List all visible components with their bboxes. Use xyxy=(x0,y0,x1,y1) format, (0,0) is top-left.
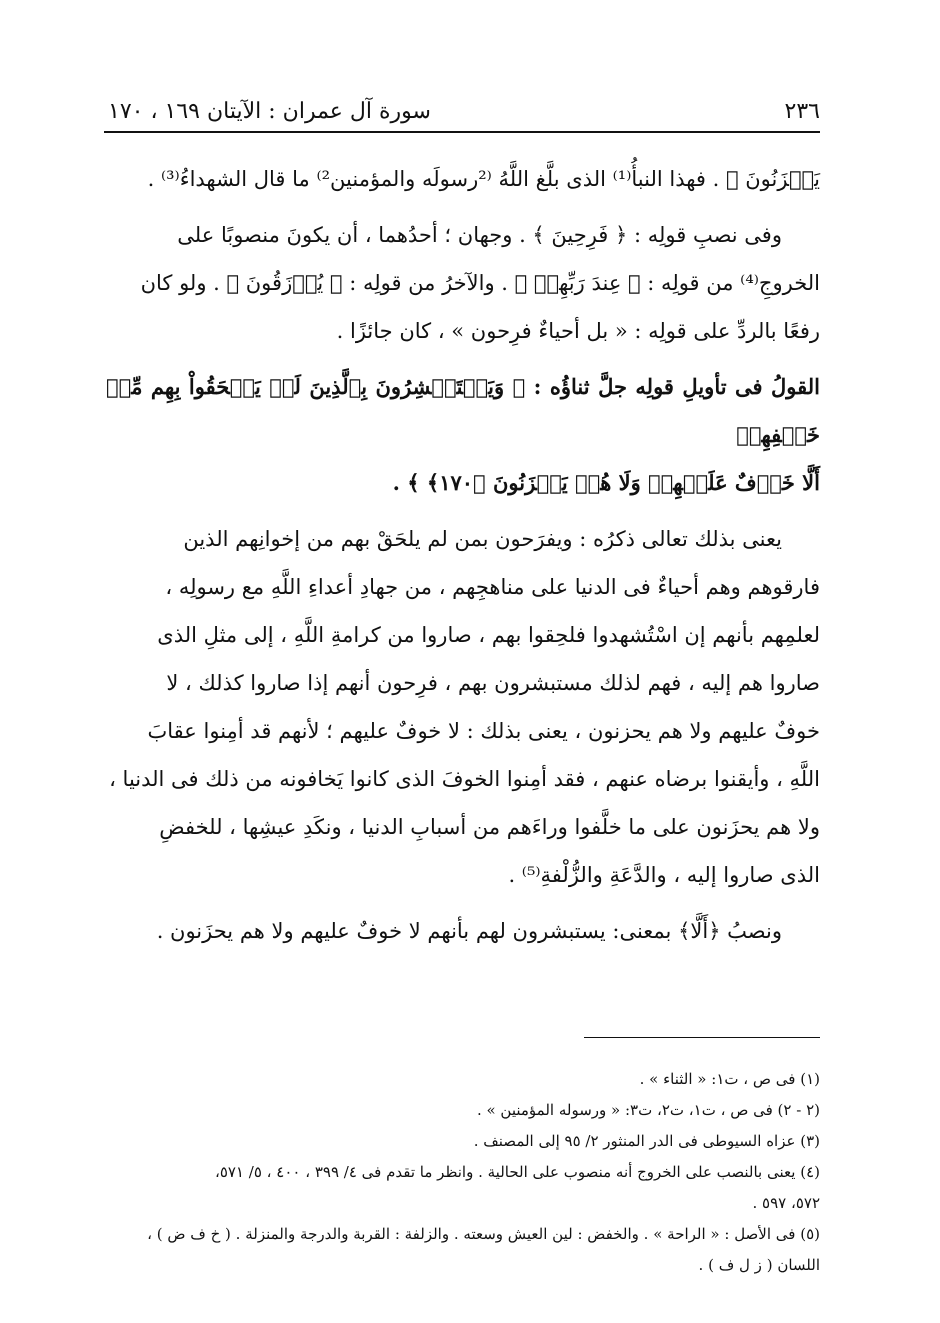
verse-line: أَلَّا خَوۡفٌ عَلَيۡهِمۡ وَلَا هُمۡ يَحۡزَنُونَ ﴿١٧٠﴾ ﴾ . xyxy=(392,470,820,495)
text-line: الذى صاروا إليه ، والدَّعَةِ والزُّلْفةِ⁽⁵⁾ . xyxy=(508,863,820,887)
text-line: يَحۡزَنُونَ ﴾ . فهذا النبأُ⁽¹⁾ الذى بلَّغ اللَّهُ ⁽²رسولَه والمؤمنين²⁾ ما قال الشهداءُ⁽³⁾ . xyxy=(147,167,820,191)
text-line: رفعًا بالردِّ على قولِه : « بل أحياءٌ فرِحون » ، كان جائزًا . xyxy=(336,319,820,343)
main-text xyxy=(106,155,820,955)
footnote: (٢ - ٢) فى ص ، ت١، ت٢، ت٣: « ورسوله المؤمنين » . xyxy=(476,1101,820,1119)
footnote: (١) فى ص ، ت١: « الثناء » . xyxy=(639,1070,820,1088)
text-line: خوفٌ عليهم ولا هم يحزنون ، يعنى بذلك : لا خوفٌ عليهم ؛ لأنهم قد أمِنوا عقابَ xyxy=(147,719,820,743)
text-line: ولا هم يحزَنون على ما خلَّفوا وراءَهم من أسبابِ الدنيا ، ونكَدِ عيشِها ، للخفضِ xyxy=(159,815,820,839)
text-line: ونصبُ ﴿أَلَّا﴾ بمعنى: يستبشرون لهم بأنهم لا خوفٌ عليهم ولا هم يحزَنون . xyxy=(156,919,782,943)
page-header xyxy=(108,82,820,124)
page-number: ٢٣٦ xyxy=(784,99,820,124)
text-line: صاروا هم إليه ، فهم لذلك مستبشرون بهم ، فرِحون أنهم إذا صاروا كذلك ، لا xyxy=(166,671,820,695)
text-line: يعنى بذلك تعالى ذكرُه : ويفرَحون بمن لم يلحَقْ بهم من إخوانِهم الذين xyxy=(183,527,782,551)
text-line: الخروجِ⁽⁴⁾ من قولِه : ﴿ عِندَ رَبِّهِمۡ ﴾ . والآخرُ من قولِه : ﴿ يُرۡزَقُونَ ﴾ . ولو كان xyxy=(140,271,820,295)
text-line: لعلمِهم بأنهم إن اسْتُشهدوا فلحِقوا بهم ، صاروا من كرامةِ اللَّهِ ، إلى مثلِ الذى xyxy=(157,623,820,647)
footnote-continuation: ٥٧٢، ٥٩٧ . xyxy=(752,1194,820,1212)
section-heading: القولُ فى تأويلِ قولِه جلَّ ثناؤُه : ﴿ وَيَسۡتَبۡشِرُونَ بِٱلَّذِينَ لَمۡ يَلۡحَقُواْ بِهِم مِّنۡ خَلۡفِهِمۡ xyxy=(106,374,820,447)
footnote-continuation: اللسان ( ز ل ف ) . xyxy=(698,1256,820,1274)
header-rule xyxy=(104,131,820,133)
footnote: (٥) فى الأصل : « الراحة » . والخفض : لين العيش وسعته . والزلفة : القربة والدرجة والمنزلة . ( خ ف ض ) ، xyxy=(147,1225,820,1243)
footnote-rule xyxy=(584,1037,820,1038)
running-title: سورة آل عمران : الآيتان ١٦٩ ، ١٧٠ xyxy=(108,99,431,124)
text-line: فارقوهم وهم أحياءٌ فى الدنيا على مناهجِهم ، من جهادِ أعداءِ اللَّهِ مع رسولِه ، xyxy=(165,575,820,599)
footnote: (٣) عزاه السيوطى فى الدر المنثور ٢/ ٩٥ إلى المصنف . xyxy=(473,1132,820,1150)
text-line: اللَّهِ ، وأيقنوا برضاه عنهم ، فقد أمِنوا الخوفَ الذى كانوا يَخافونه من ذلك فى الدنيا ، xyxy=(109,767,820,791)
text-line: وفى نصبِ قولِه : ﴿ فَرِحِينَ ﴾ . وجهان ؛ أحدُهما ، أن يكونَ منصوبًا على xyxy=(177,223,782,247)
footnote: (٤) يعنى بالنصب على الخروج أنه منصوب على الحالية . وانظر ما تقدم فى ٤/ ٣٩٩ ، ٤٠٠ ، ٥/ ٥٧١، xyxy=(214,1163,820,1181)
footnotes xyxy=(104,1064,820,1281)
